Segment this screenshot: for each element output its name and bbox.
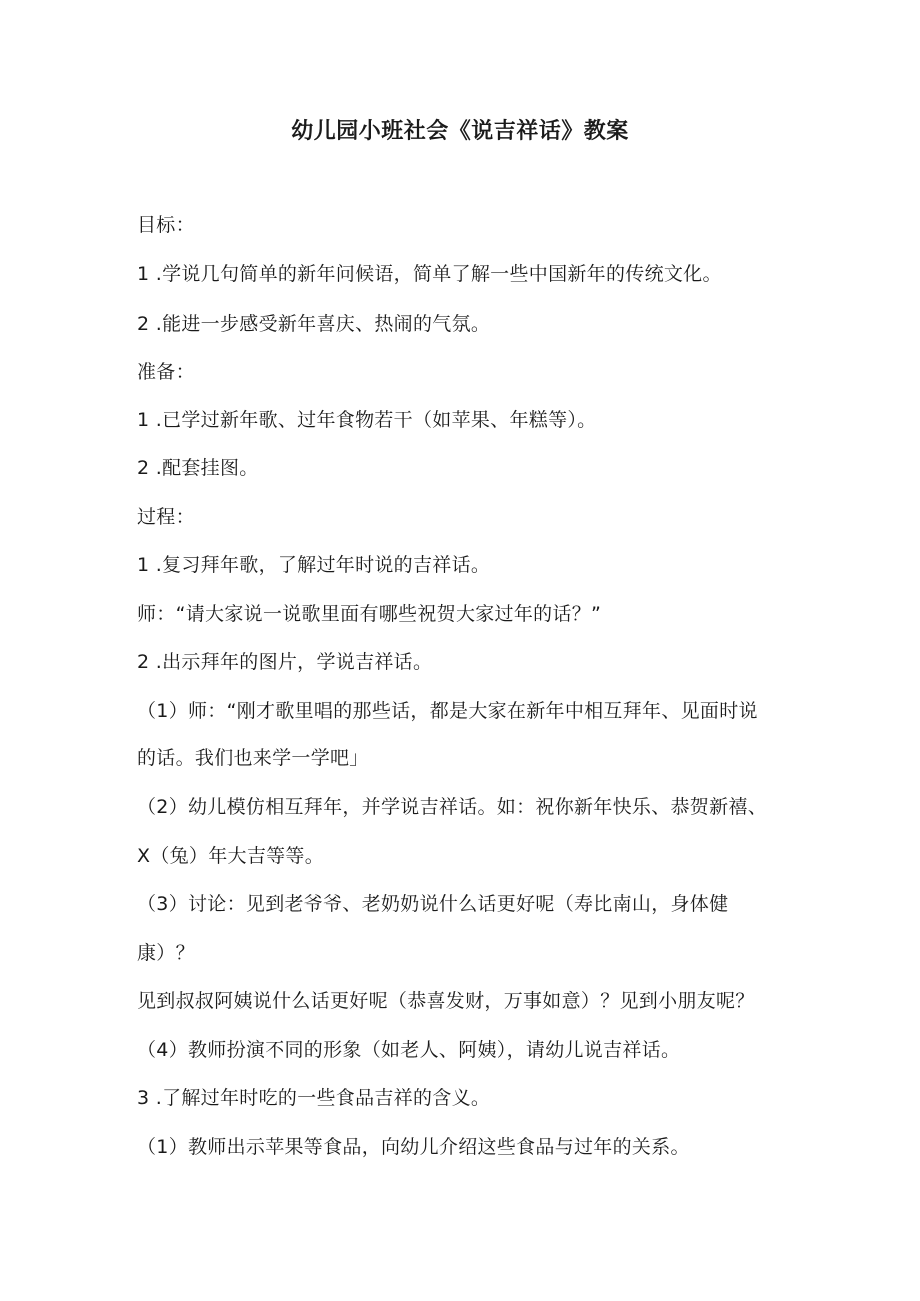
paragraph-line: 2 .能进一步感受新年喜庆、热闹的气氛。 <box>137 313 491 335</box>
paragraph-line: （1）师：“刚才歌里唱的那些话，都是大家在新年中相互拜年、见面时说 <box>137 700 758 722</box>
paragraph-line: 1 .学说几句简单的新年问候语，简单了解一些中国新年的传统文化。 <box>137 263 722 285</box>
section-heading-process: 过程： <box>137 506 195 528</box>
paragraph-line: 的话。我们也来学一学吧」 <box>137 747 369 769</box>
paragraph-line: 见到叔叔阿姨说什么话更好呢（恭喜发财，万事如意）？见到小朋友呢？ <box>137 990 755 1012</box>
paragraph-line: 2 .配套挂图。 <box>137 457 259 479</box>
section-heading-goals: 目标： <box>137 214 195 236</box>
paragraph-line: 1 .已学过新年歌、过年食物若干（如苹果、年糕等）。 <box>137 409 597 431</box>
paragraph-line: X（兔）年大吉等等。 <box>137 845 325 867</box>
paragraph-line: 康）？ <box>137 942 195 964</box>
paragraph-line: 3 .了解过年时吃的一些食品吉祥的含义。 <box>137 1087 491 1109</box>
paragraph-line: 师：“请大家说一说歌里面有哪些祝贺大家过年的话？” <box>137 603 602 625</box>
paragraph-line: 2 .出示拜年的图片，学说吉祥话。 <box>137 651 433 673</box>
paragraph-line: （4）教师扮演不同的形象（如老人、阿姨），请幼儿说吉祥话。 <box>137 1039 681 1061</box>
paragraph-line: 1 .复习拜年歌，了解过年时说的吉祥话。 <box>137 554 491 576</box>
paragraph-line: （2）幼儿模仿相互拜年，并学说吉祥话。如：祝你新年快乐、恭贺新禧、 <box>137 796 767 818</box>
document-title: 幼儿园小班社会《说吉祥话》教案 <box>291 119 629 144</box>
section-heading-preparation: 准备： <box>137 361 195 383</box>
paragraph-line: （1）教师出示苹果等食品，向幼儿介绍这些食品与过年的关系。 <box>137 1136 690 1158</box>
paragraph-line: （3）讨论：见到老爷爷、老奶奶说什么话更好呢（寿比南山，身体健 <box>137 893 729 915</box>
